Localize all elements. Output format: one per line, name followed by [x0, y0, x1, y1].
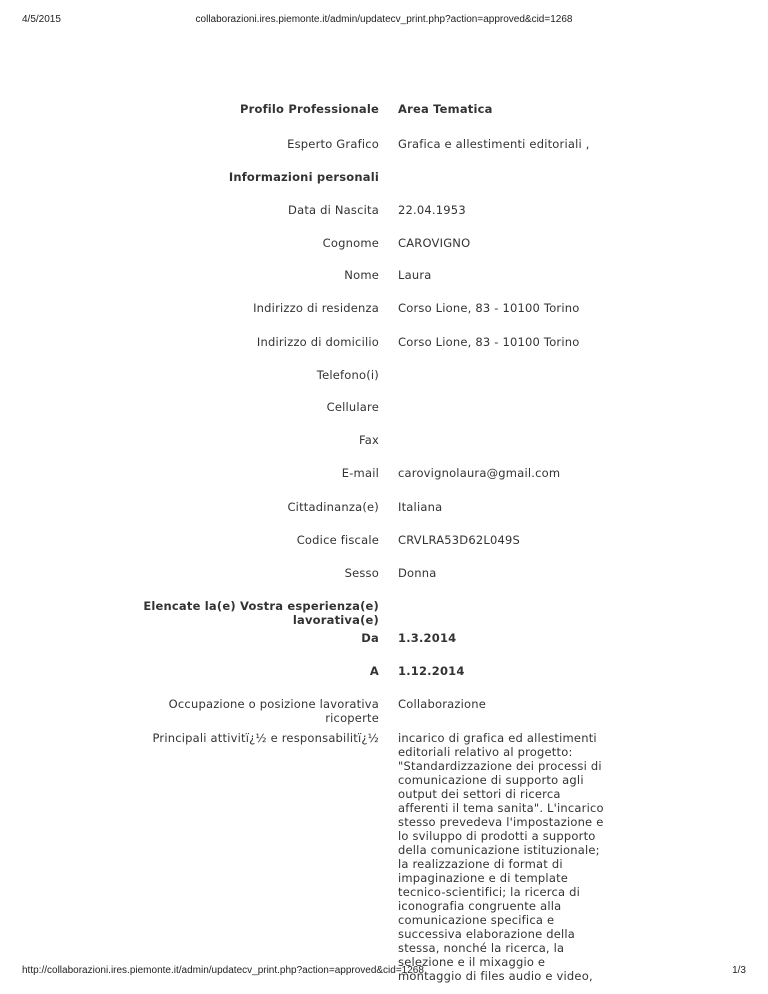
attivita-line: della comunicazione istituzionale;: [398, 843, 600, 857]
attivita-line: selezione e il mixaggio e: [398, 955, 546, 969]
attivita-line: stesso prevedeva l'impostazione e: [398, 815, 604, 829]
attivita-line: comunicazione specifica e: [398, 913, 555, 927]
occupazione-label-line1: Occupazione o posizione lavorativa: [168, 697, 379, 711]
attivita-line: "Standardizzazione dei processi di: [398, 759, 602, 773]
email-label: E-mail: [341, 466, 379, 480]
print-date: 4/5/2015: [22, 14, 61, 25]
attivita-line: editoriali relativo al progetto:: [398, 745, 573, 759]
da-label: Da: [361, 631, 379, 645]
profilo-header-label: Profilo Professionale: [239, 102, 379, 116]
attivita-line: incarico di grafica ed allestimenti: [398, 731, 597, 745]
cellulare-label: Cellulare: [326, 400, 379, 414]
attivita-line: la realizzazione di format di: [398, 857, 563, 871]
area-header-label: Area Tematica: [398, 102, 493, 116]
attivita-line: lo sviluppo di prodotti a supporto: [398, 829, 596, 843]
attivita-text: [398, 731, 608, 983]
attivita-line: stessa, nonché la ricerca, la: [398, 941, 565, 955]
cittadinanza-label: Cittadinanza(e): [287, 500, 379, 514]
domicilio-value: Corso Lione, 83 - 10100 Torino: [398, 335, 580, 349]
attivita-line: output dei settori di ricerca: [398, 787, 561, 801]
attivita-line: successiva elaborazione della: [398, 927, 576, 941]
attivita-line: iconografia congruente alla: [398, 899, 562, 913]
sesso-value: Donna: [398, 566, 437, 580]
residenza-label: Indirizzo di residenza: [253, 301, 379, 315]
attivita-line: afferenti il tema sanita". L'incarico: [398, 801, 604, 815]
nome-value: Laura: [398, 268, 432, 282]
email-value: carovignolaura@gmail.com: [398, 466, 561, 480]
domicilio-label: Indirizzo di domicilio: [256, 335, 379, 349]
telefono-label: Telefono(i): [316, 368, 379, 382]
occupazione-label-line2: ricoperte: [325, 711, 379, 725]
personali-section-title: Informazioni personali: [228, 170, 379, 184]
attivita-line: montaggio di files audio e video,: [398, 969, 593, 983]
cognome-value: CAROVIGNO: [398, 236, 471, 250]
print-header: [0, 14, 768, 28]
attivita-line: impaginazione e di template: [398, 871, 569, 885]
cognome-label: Cognome: [322, 236, 379, 250]
cittadinanza-value: Italiana: [398, 500, 443, 514]
page-number: 1/3: [732, 965, 746, 976]
sesso-label: Sesso: [344, 566, 379, 580]
print-header-url: collaborazioni.ires.piemonte.it/admin/updatecv_print.php?action=approved&cid=1268: [195, 14, 573, 25]
da-value: 1.3.2014: [398, 631, 457, 645]
attivita-line: comunicazione di supporto agli: [398, 773, 584, 787]
print-footer: [0, 965, 768, 979]
codice-fiscale-value: CRVLRA53D62L049S: [398, 533, 521, 547]
data-nascita-value: 22.04.1953: [398, 203, 466, 217]
esperienza-section-title-line2: lavorativa(e): [292, 613, 379, 627]
nome-label: Nome: [344, 268, 379, 282]
attivita-line: tecnico-scientifici; la ricerca di: [398, 885, 580, 899]
a-label: A: [369, 664, 379, 678]
area-value: Grafica e allestimenti editoriali ,: [398, 137, 590, 151]
codice-fiscale-label: Codice fiscale: [296, 533, 379, 547]
profilo-value: Esperto Grafico: [287, 137, 379, 151]
occupazione-value: Collaborazione: [398, 697, 487, 711]
fax-label: Fax: [358, 433, 379, 447]
esperienza-section-title-line1: Elencate la(e) Vostra esperienza(e): [143, 599, 379, 613]
residenza-value: Corso Lione, 83 - 10100 Torino: [398, 301, 580, 315]
a-value: 1.12.2014: [398, 664, 465, 678]
attivita-label: Principali attivitï¿½ e responsabilitï¿½: [152, 731, 379, 745]
print-footer-url: http://collaborazioni.ires.piemonte.it/admin/updatecv_print.php?action=approved&cid=1268: [22, 965, 424, 976]
data-nascita-label: Data di Nascita: [288, 203, 379, 217]
